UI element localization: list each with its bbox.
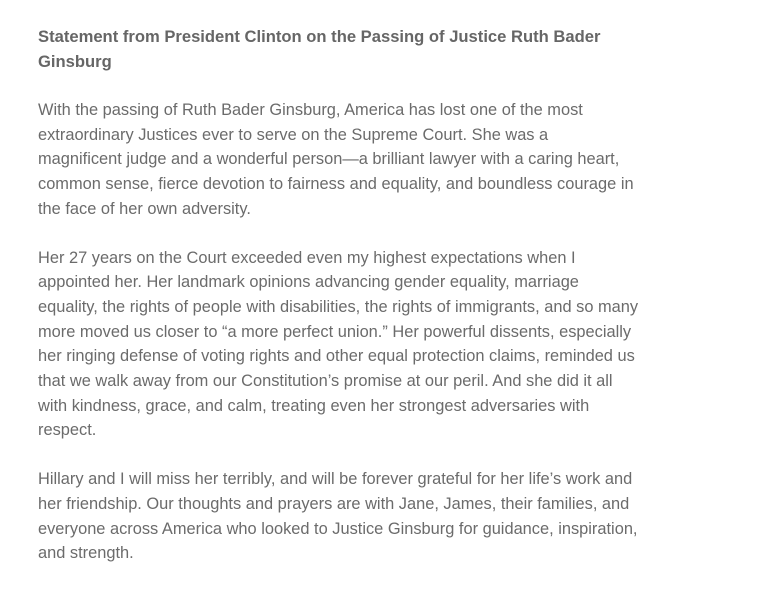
statement-paragraph-2: Her 27 years on the Court exceeded even my highest expectations when I appointed her. Her landmark opinions advancing gender equality, marriage equality, the rights of people with disabilities, the rights of immigrants, and so many more moved us closer to “a more perfect union.” Her powerful dissents, especially her ringing defense of voting rights and other equal protection claims, reminded us that we walk away from our Constitution’s promise at our peril. And she did it all with kindness, grace, and calm, treating even her strongest adversaries with respect. (38, 248, 639, 440)
statement-paragraph-3: Hillary and I will miss her terribly, and will be forever grateful for her life’s work and her friendship. Our thoughts and prayers are with Jane, James, their families, and everyone across America who looked to Justice Ginsburg for guidance, inspiration, and strength. (38, 470, 638, 563)
statement-title: Statement from President Clinton on the Passing of Justice Ruth Bader Ginsburg (38, 27, 601, 71)
statement-paragraph-1: With the passing of Ruth Bader Ginsburg, America has lost one of the most extraordinary Justices ever to serve on the Supreme Court. She was a magnificent judge and a wonderful person—a brilliant lawyer with a caring heart, common sense, fierce devotion to fairness and equality, and boundless courage in the face of her own adversity. (38, 101, 634, 218)
statement (38, 24, 718, 566)
